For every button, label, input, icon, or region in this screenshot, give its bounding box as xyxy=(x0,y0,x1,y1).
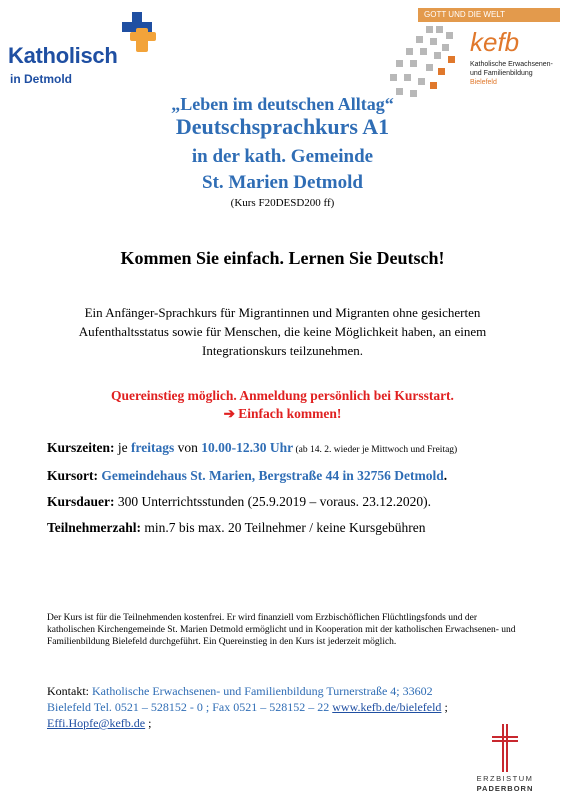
contact-phone-fax: Bielefeld Tel. 0521 – 528152 - 0 ; Fax 0521 – 528152 – 22 xyxy=(47,700,333,714)
logo-sub-text: in Detmold xyxy=(10,72,72,86)
participants-value: min.7 bis max. 20 Teilnehmer / keine Kursgebühren xyxy=(141,520,426,535)
place-label: Kursort: xyxy=(47,468,98,483)
times-mid: von xyxy=(174,440,202,455)
times-hours: 10.00-12.30 Uhr xyxy=(201,440,294,455)
times-label: Kurszeiten: xyxy=(47,440,115,455)
contact-end: ; xyxy=(145,716,152,730)
kefb-description xyxy=(470,60,553,87)
times-pre: je xyxy=(114,440,131,455)
logo-brand-text: Katholisch xyxy=(8,43,118,68)
course-parish: in der kath. Gemeinde xyxy=(191,146,374,167)
kefb-name: kefb xyxy=(470,27,520,57)
kefb-desc-line2: und Familienbildung xyxy=(470,70,533,77)
place-end: . xyxy=(443,468,448,483)
info-course-place xyxy=(47,468,447,484)
course-subtitle: „Leben im deutschen Alltag“ xyxy=(171,94,394,114)
participants-label: Teilnehmerzahl: xyxy=(47,520,141,535)
duration-value: 300 Unterrichtsstunden (25.9.2019 – voraus. 23.12.2020). xyxy=(114,494,431,509)
kefb-logo xyxy=(386,8,561,108)
course-code: (Kurs F20DESD200 ff) xyxy=(230,197,335,209)
erzbistum-text: ERZBISTUM xyxy=(476,774,534,783)
contact-org: Katholische Erwachsenen- und Familienbildung Turnerstraße 4; 33602 xyxy=(92,684,433,698)
red-cross-icon xyxy=(492,724,518,772)
katholisch-detmold-logo xyxy=(8,10,178,90)
notice-line-2: ➔ Einfach kommen! xyxy=(223,406,342,421)
course-location-title: St. Marien Detmold xyxy=(202,172,363,193)
times-note: (ab 14. 2. wieder je Mittwoch und Freitag) xyxy=(293,445,458,455)
notice-line-1: Quereinstieg möglich. Anmeldung persönlich bei Kursstart. xyxy=(111,388,454,403)
info-course-duration xyxy=(47,494,431,510)
course-title: Deutschsprachkurs A1 xyxy=(175,114,390,139)
contact-sep: ; xyxy=(441,700,448,714)
paderborn-text: PADERBORN xyxy=(476,784,534,793)
headline: Kommen Sie einfach. Lernen Sie Deutsch! xyxy=(120,248,445,268)
times-day: freitags xyxy=(130,440,175,455)
contact-block xyxy=(47,683,527,731)
info-participants xyxy=(47,520,426,536)
duration-label: Kursdauer: xyxy=(47,494,115,509)
cross-logo-icon xyxy=(118,12,162,56)
kefb-desc-city: Bielefeld xyxy=(470,79,497,86)
footnote: Der Kurs ist für die Teilnehmenden kostenfrei. Er wird finanziell vom Erzbischöflichen Flüchtlingsfonds und der katholischen Kirchengemeinde St. Marien Detmold ermöglicht und in Kooperation mit der katholischen Erwachsenen- und Familienbildung Bielefeld durchgeführt. Ein Quereinstieg in den Kurs ist jederzeit möglich. xyxy=(47,613,516,647)
kefb-desc-line1: Katholische Erwachsenen- xyxy=(470,61,553,68)
place-value: Gemeindehaus St. Marien, Bergstraße 44 in 32756 Detmold xyxy=(101,468,444,483)
website-link[interactable]: www.kefb.de/bielefeld xyxy=(332,700,442,714)
info-course-times xyxy=(47,440,457,456)
contact-label: Kontakt: xyxy=(47,684,92,698)
intro-paragraph: Ein Anfänger-Sprachkurs für Migrantinnen und Migranten ohne gesicherten Aufenthaltsstatus sowie für Menschen, die keine Möglichkeit haben, an einem Integrationskurs teilzunehmen. xyxy=(78,305,487,358)
kefb-banner: GOTT UND DIE WELT xyxy=(418,8,560,22)
erzbistum-paderborn-logo xyxy=(470,720,550,796)
email-link[interactable]: Effi.Hopfe@kefb.de xyxy=(47,716,146,730)
